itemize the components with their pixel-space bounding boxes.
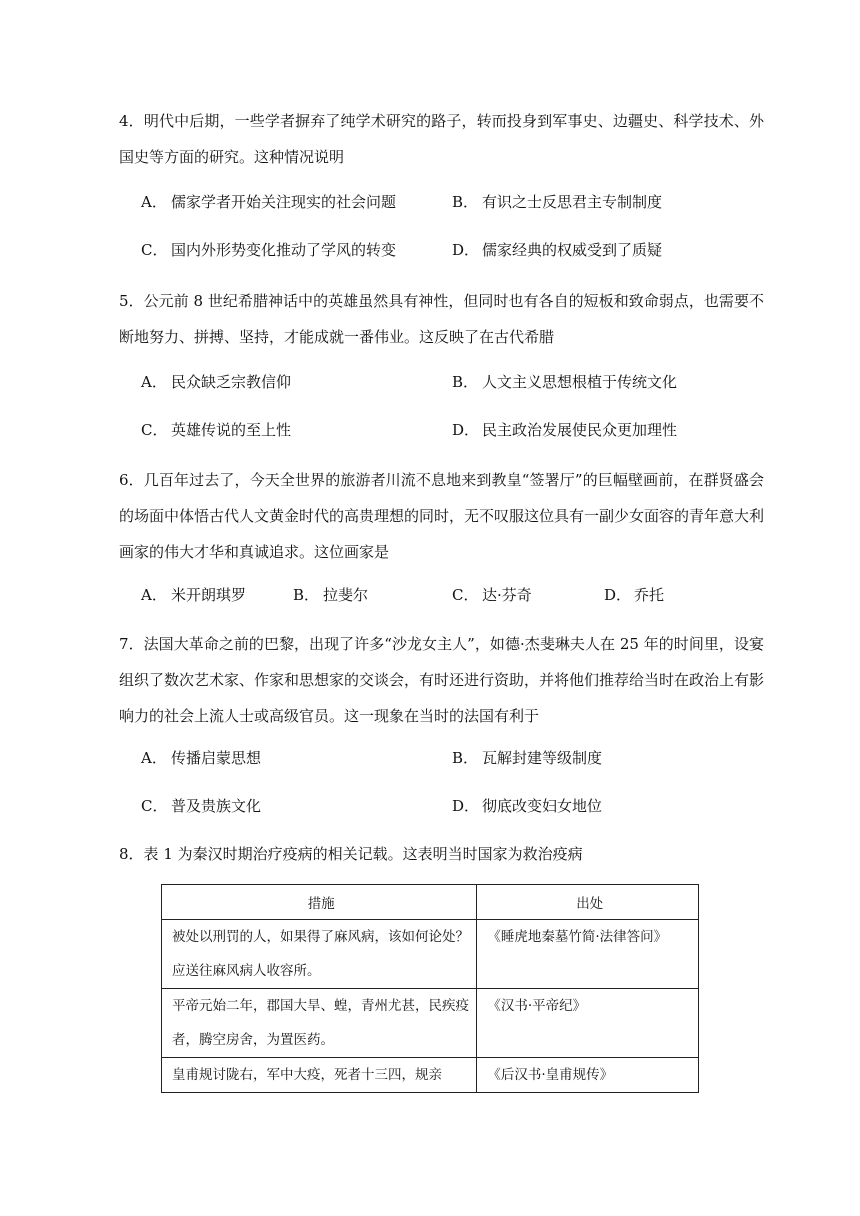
option-letter: C． [452,586,479,604]
measure-cell: 被处以刑罚的人，如果得了麻风病，该如何论处？应送往麻风病人收容所。 [162,920,477,989]
question-number: 4． [119,112,144,130]
option-letter: B． [452,373,479,391]
column-header-measure: 措施 [162,885,477,920]
option-text: 民主政治发展使民众更加理性 [482,421,678,439]
option-letter: D． [452,797,480,815]
table-row [162,989,699,1058]
question-stem [119,462,764,570]
option-b[interactable] [293,583,368,607]
question-stem [119,836,764,872]
option-text: 英雄传说的至上性 [171,421,292,439]
option-text: 传播启蒙思想 [171,749,262,767]
option-letter: B． [452,193,479,211]
option-letter: A． [141,749,167,767]
option-text: 彻底改变妇女地位 [482,797,603,815]
question-4-options [141,190,761,286]
option-text: 民众缺乏宗教信仰 [171,373,292,391]
table-row [162,1058,699,1093]
option-b[interactable] [452,190,662,214]
question-text: 法国大革命之前的巴黎，出现了许多“沙龙女主人”，如德·杰斐琳夫人在 25 年的时间里，设宴组织了数次艺术家、作家和思想家的交谈会，有时还进行资助，并将他们推荐给当时在政治上有影响力的社会上流人士或高级官员。这一现象在当时的法国有利于 [119,635,765,725]
option-d[interactable] [452,418,677,442]
question-6-options [141,583,761,631]
option-a[interactable] [141,746,261,770]
option-letter: A． [141,373,167,391]
option-letter: C． [141,421,168,439]
question-text: 几百年过去了，今天全世界的旅游者川流不息地来到教皇“签署厅”的巨幅壁画前，在群贤盛会的场面中体悟古代人文黄金时代的高贵理想的同时，无不叹服这位具有一副少女面容的青年意大利画家的伟大才华和真诚追求。这位画家是 [119,471,765,561]
table-header-row [162,885,699,920]
option-text: 米开朗琪罗 [171,586,247,604]
option-b[interactable] [452,746,602,770]
option-letter: D． [604,586,632,604]
option-text: 达·芬奇 [482,586,532,604]
question-number: 6． [119,471,144,489]
question-text: 表 1 为秦汉时期治疗疫病的相关记载。这表明当时国家为救治疫病 [143,845,583,863]
question-stem [119,283,764,355]
question-number: 5． [119,292,144,310]
option-a[interactable] [141,583,246,607]
option-d[interactable] [452,238,662,262]
option-text: 人文主义思想根植于传统文化 [482,373,678,391]
table-row [162,920,699,989]
measure-cell: 皇甫规讨陇右，军中大疫，死者十三四，规亲 [162,1058,477,1093]
source-cell: 《睡虎地秦墓竹简·法律答问》 [477,920,699,989]
option-c[interactable] [452,583,532,607]
question-text: 明代中后期，一些学者摒弃了纯学术研究的路子，转而投身到军事史、边疆史、科学技术、外国史等方面的研究。这种情况说明 [119,112,764,166]
measure-cell: 平帝元始二年，郡国大旱、蝗，青州尤甚，民疾疫者，腾空房舍，为置医药。 [162,989,477,1058]
question-7-options [141,746,761,842]
question-5 [119,283,764,355]
question-8 [119,836,764,872]
option-letter: B． [293,586,320,604]
option-a[interactable] [141,370,291,394]
option-text: 普及贵族文化 [171,797,262,815]
source-cell: 《后汉书·皇甫规传》 [477,1058,699,1093]
question-number: 7． [119,635,144,653]
option-text: 瓦解封建等级制度 [482,749,603,767]
option-c[interactable] [141,794,261,818]
option-text: 拉斐尔 [323,586,369,604]
question-number: 8． [119,845,144,863]
option-text: 有识之士反思君主专制制度 [482,193,663,211]
option-text: 儒家经典的权威受到了质疑 [482,241,663,259]
option-letter: C． [141,797,168,815]
option-b[interactable] [452,370,677,394]
source-cell: 《汉书·平帝纪》 [477,989,699,1058]
option-text: 儒家学者开始关注现实的社会问题 [171,193,397,211]
question-text: 公元前 8 世纪希腊神话中的英雄虽然具有神性，但同时也有各自的短板和致命弱点，也需要不断地努力、拼搏、坚持，才能成就一番伟业。这反映了在古代希腊 [119,292,764,346]
option-letter: D． [452,241,480,259]
option-a[interactable] [141,190,396,214]
option-letter: C． [141,241,168,259]
option-letter: A． [141,193,167,211]
option-c[interactable] [141,238,396,262]
question-4 [119,103,764,175]
question-6 [119,462,764,570]
option-text: 乔托 [634,586,665,604]
option-d[interactable] [604,583,664,607]
option-letter: A． [141,586,167,604]
question-stem [119,103,764,175]
option-text: 国内外形势变化推动了学风的转变 [171,241,397,259]
question-7 [119,626,764,734]
question-5-options [141,370,761,466]
column-header-source: 出处 [477,885,699,920]
question-stem [119,626,764,734]
option-letter: B． [452,749,479,767]
option-d[interactable] [452,794,602,818]
option-letter: D． [452,421,480,439]
option-c[interactable] [141,418,291,442]
records-table [161,884,699,1093]
